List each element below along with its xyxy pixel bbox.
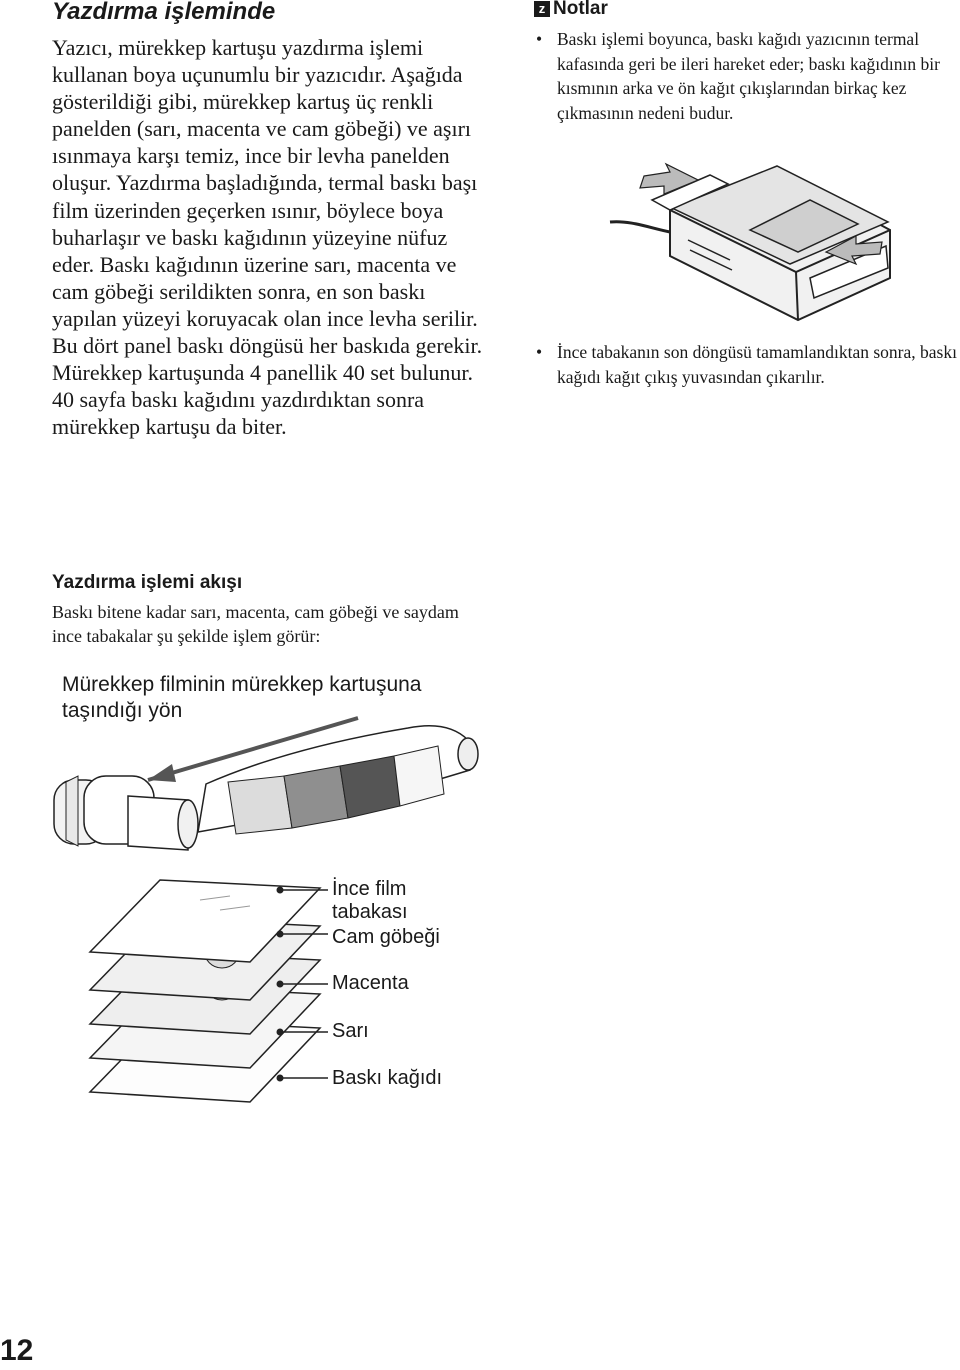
printer-illustration [600, 160, 900, 330]
ink-ribbon-illustration [48, 700, 488, 870]
note-item-text: Baskı işlemi boyunca, baskı kağıdı yazıcının termal kafasında geri be ileri hareket eder; baskı kağıdının bir kısmının arka ve ön kağıt çıkışlarından birkaç kez çıkmasının nedeni budur. [557, 29, 940, 123]
bullet-icon: • [536, 29, 543, 49]
note-item [536, 340, 960, 389]
body-paragraph-1: Yazıcı, mürekkep kartuşu yazdırma işlemi kullanan boya uçunumlu bir yazıcıdır. Aşağıda gösterildiği gibi, mürekkep kartuş üç renkli panelden (sarı, macenta ve cam göbeği) ve aşırı ısınmaya karşı temiz, ince bir levha panelden oluşur. Yazdırma başladığında, termal baskı başı film üzerinden geçerken ısınır, böylece boya buharlaşır ve baskı kağıdının yüzeyine nüfuz eder. Baskı kağıdının üzerine sarı, macenta ve cam göbeği serildikten sonra, en son baskı yapılan yüzeyi koruyacak olan ince levha serilir. [52, 35, 478, 331]
layer-label-paper: Baskı kağıdı [332, 1067, 443, 1089]
layer-label-yellow: Sarı [332, 1020, 369, 1042]
layer-label-film: İnce film tabakası [332, 878, 408, 923]
notes-title: Notlar [553, 0, 608, 19]
note-item [536, 27, 960, 125]
page-number: 12 [0, 1334, 34, 1367]
subsection-title: Yazdırma işlemi akışı [52, 572, 243, 593]
ribbon-caption: Mürekkep filminin mürekkep kartuşuna taşındığı yön [62, 673, 422, 722]
layer-leader-lines [270, 880, 330, 1090]
layer-label-cyan: Cam göbeği [332, 926, 440, 948]
section-title: Yazdırma işleminde [52, 0, 276, 25]
note-item-text: İnce tabakanın son döngüsü tamamlandıktan sonra, baskı kağıdı kağıt çıkış yuvasından çıkarılır. [557, 342, 957, 387]
bullet-icon: • [536, 342, 543, 362]
body-paragraph-2: Bu dört panel baskı döngüsü her baskıda gerekir. [52, 333, 483, 359]
body-paragraph-3: Mürekkep kartuşunda 4 panellik 40 set bulunur. 40 sayfa baskı kağıdını yazdırdıktan sonra mürekkep kartuşu da biter. [52, 360, 473, 440]
note-icon: z [534, 1, 550, 17]
section-body [52, 34, 492, 440]
notes-heading [534, 0, 608, 20]
subsection-text: Baskı bitene kadar sarı, macenta, cam göbeği ve saydam ince tabakalar şu şekilde işlem görür: [52, 602, 459, 646]
layer-label-magenta: Macenta [332, 972, 409, 994]
